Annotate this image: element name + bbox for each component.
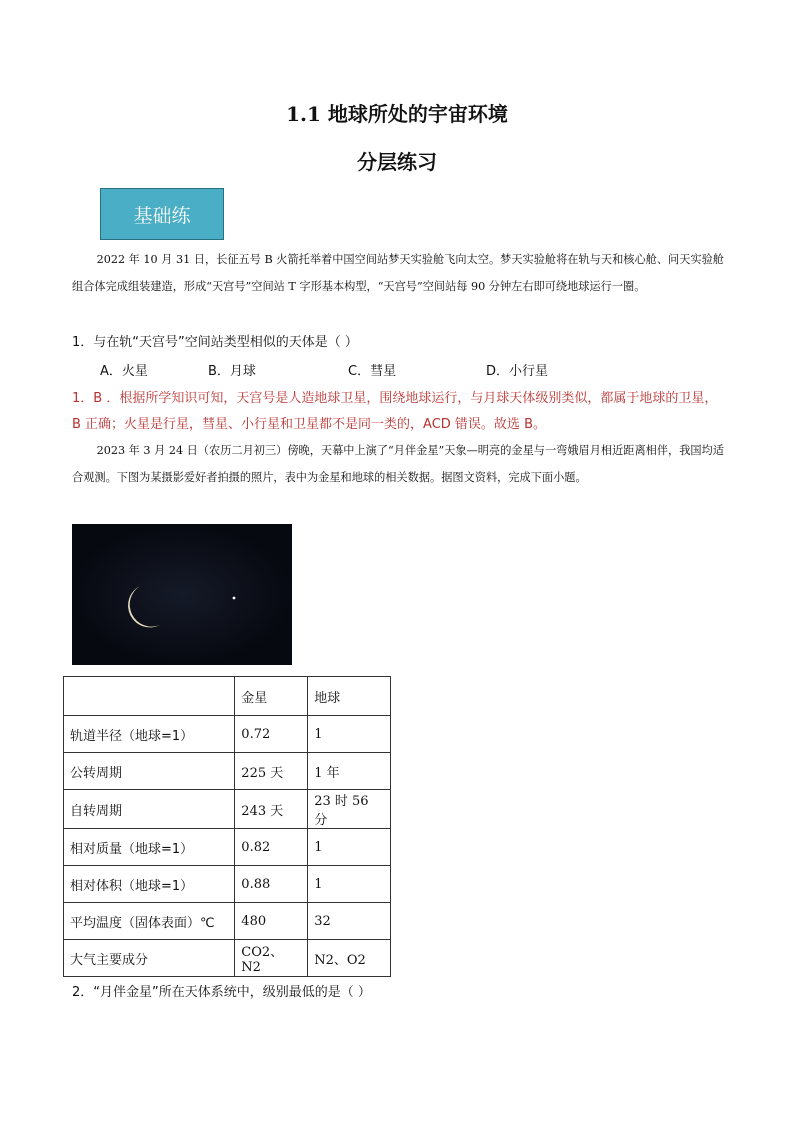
table-row <box>64 753 391 790</box>
table-cell: N2、O2 <box>308 940 391 977</box>
crescent-moon-image <box>72 524 292 665</box>
table-cell: 1 <box>308 829 391 866</box>
table-cell: 公转周期 <box>64 753 235 790</box>
table-row <box>64 866 391 903</box>
table-cell: 1 <box>308 716 391 753</box>
table-cell: 相对体积（地球=1） <box>64 866 235 903</box>
table-row <box>64 940 391 977</box>
table-header-cell <box>64 677 235 716</box>
table-cell: 0.82 <box>235 829 308 866</box>
table-header-row <box>64 677 391 716</box>
table-cell: 1 <box>308 866 391 903</box>
option-d: D．小行星 <box>486 364 549 379</box>
table-cell: 32 <box>308 903 391 940</box>
table-row <box>64 716 391 753</box>
question-1-stem: 1．与在轨“天宫号”空间站类型相似的天体是（ ） <box>72 335 358 350</box>
table-cell: 1 年 <box>308 753 391 790</box>
question-1-answer: 1．B ．根据所学知识可知，天宫号是人造地球卫星，围绕地球运行，与月球天体级别类似，都属于地球的卫星，B 正确；火星是行星，彗星、小行星和卫星都不是同一类的，ACD 错误。故选 B。 <box>72 391 718 432</box>
table-row <box>64 903 391 940</box>
question-2-stem: 2．“月伴金星”所在天体系统中，级别最低的是（ ） <box>72 985 371 1000</box>
table-cell: 平均温度（固体表面）℃ <box>64 903 235 940</box>
table-cell: 相对质量（地球=1） <box>64 829 235 866</box>
table-cell: 23 时 56 分 <box>308 790 391 829</box>
page-title: 1.1 地球所处的宇宙环境 <box>286 102 508 126</box>
table-cell: 自转周期 <box>64 790 235 829</box>
table-cell: 480 <box>235 903 308 940</box>
option-a: A．火星 <box>100 364 148 379</box>
page-subtitle: 分层练习 <box>357 150 437 174</box>
option-b: B．月球 <box>208 364 256 379</box>
table-cell: 243 天 <box>235 790 308 829</box>
table-cell: 225 天 <box>235 753 308 790</box>
table-row <box>64 790 391 829</box>
planet-data-table <box>63 676 391 977</box>
table-cell: 0.72 <box>235 716 308 753</box>
table-header-cell: 地球 <box>308 677 391 716</box>
table-header-cell: 金星 <box>235 677 308 716</box>
table-cell: 轨道半径（地球=1） <box>64 716 235 753</box>
option-c: C．彗星 <box>348 364 397 379</box>
table-cell: 0.88 <box>235 866 308 903</box>
material-paragraph-1: 2022 年 10 月 31 日，长征五号 B 火箭托举着中国空间站梦天实验舱飞向太空。梦天实验舱将在轨与天和核心舱、问天实验舱组合体完成组装建造，形成“天宫号”空间站 T 字形基本构型，“天宫号”空间站每 90 分钟左右即可绕地球运行一圈。 <box>72 253 724 293</box>
table-cell: 大气主要成分 <box>64 940 235 977</box>
moon-venus-photo <box>72 524 292 665</box>
table-cell: CO2、N2 <box>235 940 308 977</box>
material-paragraph-2: 2023 年 3 月 24 日（农历二月初三）傍晚，天幕中上演了“月伴金星”天象—明亮的金星与一弯娥眉月相近距离相伴，我国均适合观测。下图为某摄影爱好者拍摄的照片，表中为金星和地球的相关数据。据图文资料，完成下面小题。 <box>72 444 724 484</box>
venus-dot <box>233 597 236 600</box>
section-badge: 基础练 <box>100 188 224 240</box>
table-row <box>64 829 391 866</box>
